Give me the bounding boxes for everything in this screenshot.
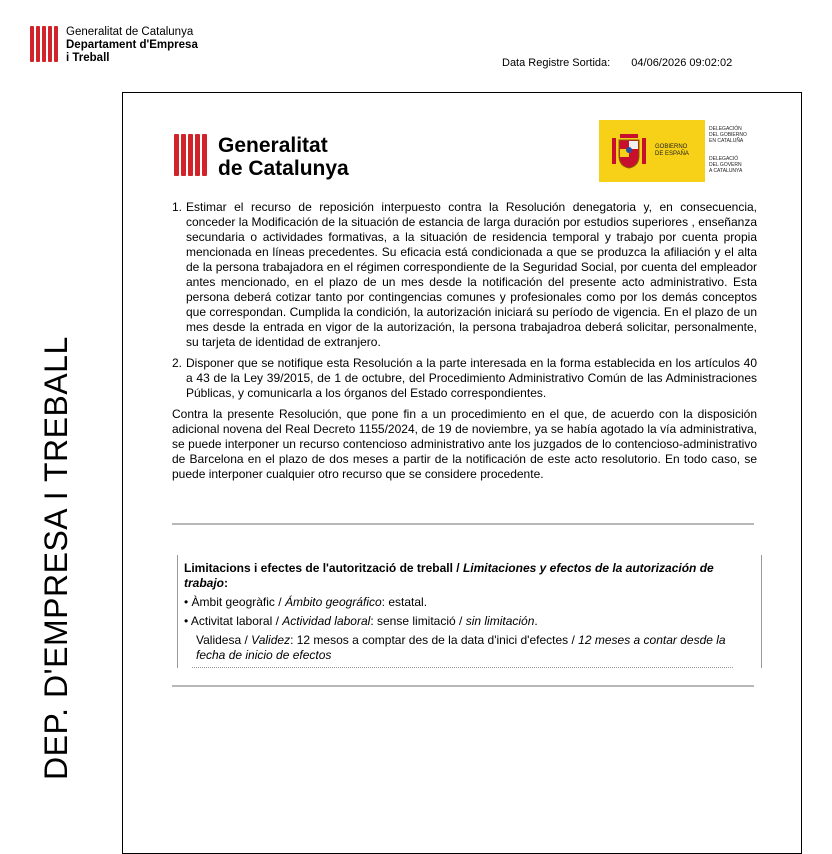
org-line2: Departament d'Empresa (66, 39, 198, 51)
gobierno-espana-logo (599, 120, 757, 182)
gobierno-name: GOBIERNO DE ESPAÑA (655, 144, 689, 157)
gencat-logo-icon (30, 26, 62, 62)
spain-coat-of-arms-icon (611, 128, 647, 174)
limitations-box (177, 555, 762, 668)
resolution-item-2 (172, 356, 757, 401)
delegacion-box (705, 120, 757, 182)
org-line3: i Treball (66, 52, 110, 64)
item-number: 2. (172, 356, 183, 370)
validesa-line: Validesa / Validez: 12 mesos a comptar des de la data d'inici d'efectes / 12 meses a contar desde la fecha de inicio de efectos (196, 633, 726, 662)
gencat-line2: de Catalunya (218, 157, 349, 180)
divider (172, 685, 754, 687)
item-text: Estimar el recurso de reposición interpuesto contra la Resolución denegatoria y, en consecuencia, conceder la Modificación de la situación de estancia de larga duración por estudios superiores , enseñanza secundaria o actividades formativas, a la situación de residencia temporal y trabajo por cuenta propia mencionada en líneas precedentes. Su eficacia está condicionada a que se produzca la afiliación y el alta de la persona trabajadora en el régimen correspondiente de la Seguridad Social, por cuenta del empleador antes mencionado, en el plazo de un mes desde la notificación del presente acto administrativo. Esta persona deberá cotizar tanto por contingencias comunes y profesionales como por los demás conceptos que correspondan. Cumplida la condición, la autorización iniciará su período de vigencia. En el plazo de un mes desde la entrada en vigor de la autorización, la persona trabajadroa deberá solicitar, personalmente, su tarjeta de identidad de extranjero. (186, 200, 757, 349)
gencat-wordmark (218, 134, 349, 180)
divider (172, 523, 754, 525)
dotted-divider (192, 667, 733, 668)
gencat-line1: Generalitat (218, 134, 328, 157)
resolution-item-1 (172, 200, 757, 350)
item-number: 1. (172, 200, 183, 214)
delegacion-es: DELEGACIÓN DEL GOBIERNO EN CATALUÑA (709, 126, 747, 144)
registre-info (502, 57, 732, 69)
gencat-logo-large-icon (174, 134, 207, 176)
registre-label: Data Registre Sortida: (502, 57, 611, 69)
limitations-title: Limitacions i efectes de l'autorització de treball / Limitaciones y efectos de la autorización de trabajo: (184, 561, 714, 590)
activitat-line: • Activitat laboral / Actividad laboral: sense limitació / sin limitación. (184, 614, 538, 628)
ambit-line: • Àmbit geogràfic / Ámbito geográfico: estatal. (184, 595, 428, 609)
org-line1: Generalitat de Catalunya (66, 26, 194, 38)
delegacion-ca: DELEGACIÓ DEL GOVERN A CATALUNYA (709, 156, 743, 174)
org-header (66, 26, 198, 65)
resolution-body (172, 200, 757, 482)
closing-paragraph: Contra la presente Resolución, que pone fin a un procedimiento en el que, de acuerdo con la disposición adicional novena del Real Decreto 1155/2024, de 19 de noviembre, ya se había agotado la vía administrativa, se puede interponer un recurso contencioso administrativo ante los juzgados de lo contencioso-administrativo de Barcelona en el plazo de dos meses a partir de la notificación de este acto resolutorio. En todo caso, se puede interponer cualquier otro recurso que se considere procedente. (172, 407, 757, 481)
item-text: Disponer que se notifique esta Resolución a la parte interesada en la forma establecida en los artículos 40 a 43 de la Ley 39/2015, de 1 de octubre, del Procedimiento Administrativo Común de las Administraciones Públicas, y comunicarla a los órganos del Estado correspondientes. (186, 356, 757, 400)
registre-date: 04/06/2026 09:02:02 (631, 57, 733, 69)
side-department-label: DEP. D'EMPRESA I TREBALL (38, 336, 74, 780)
